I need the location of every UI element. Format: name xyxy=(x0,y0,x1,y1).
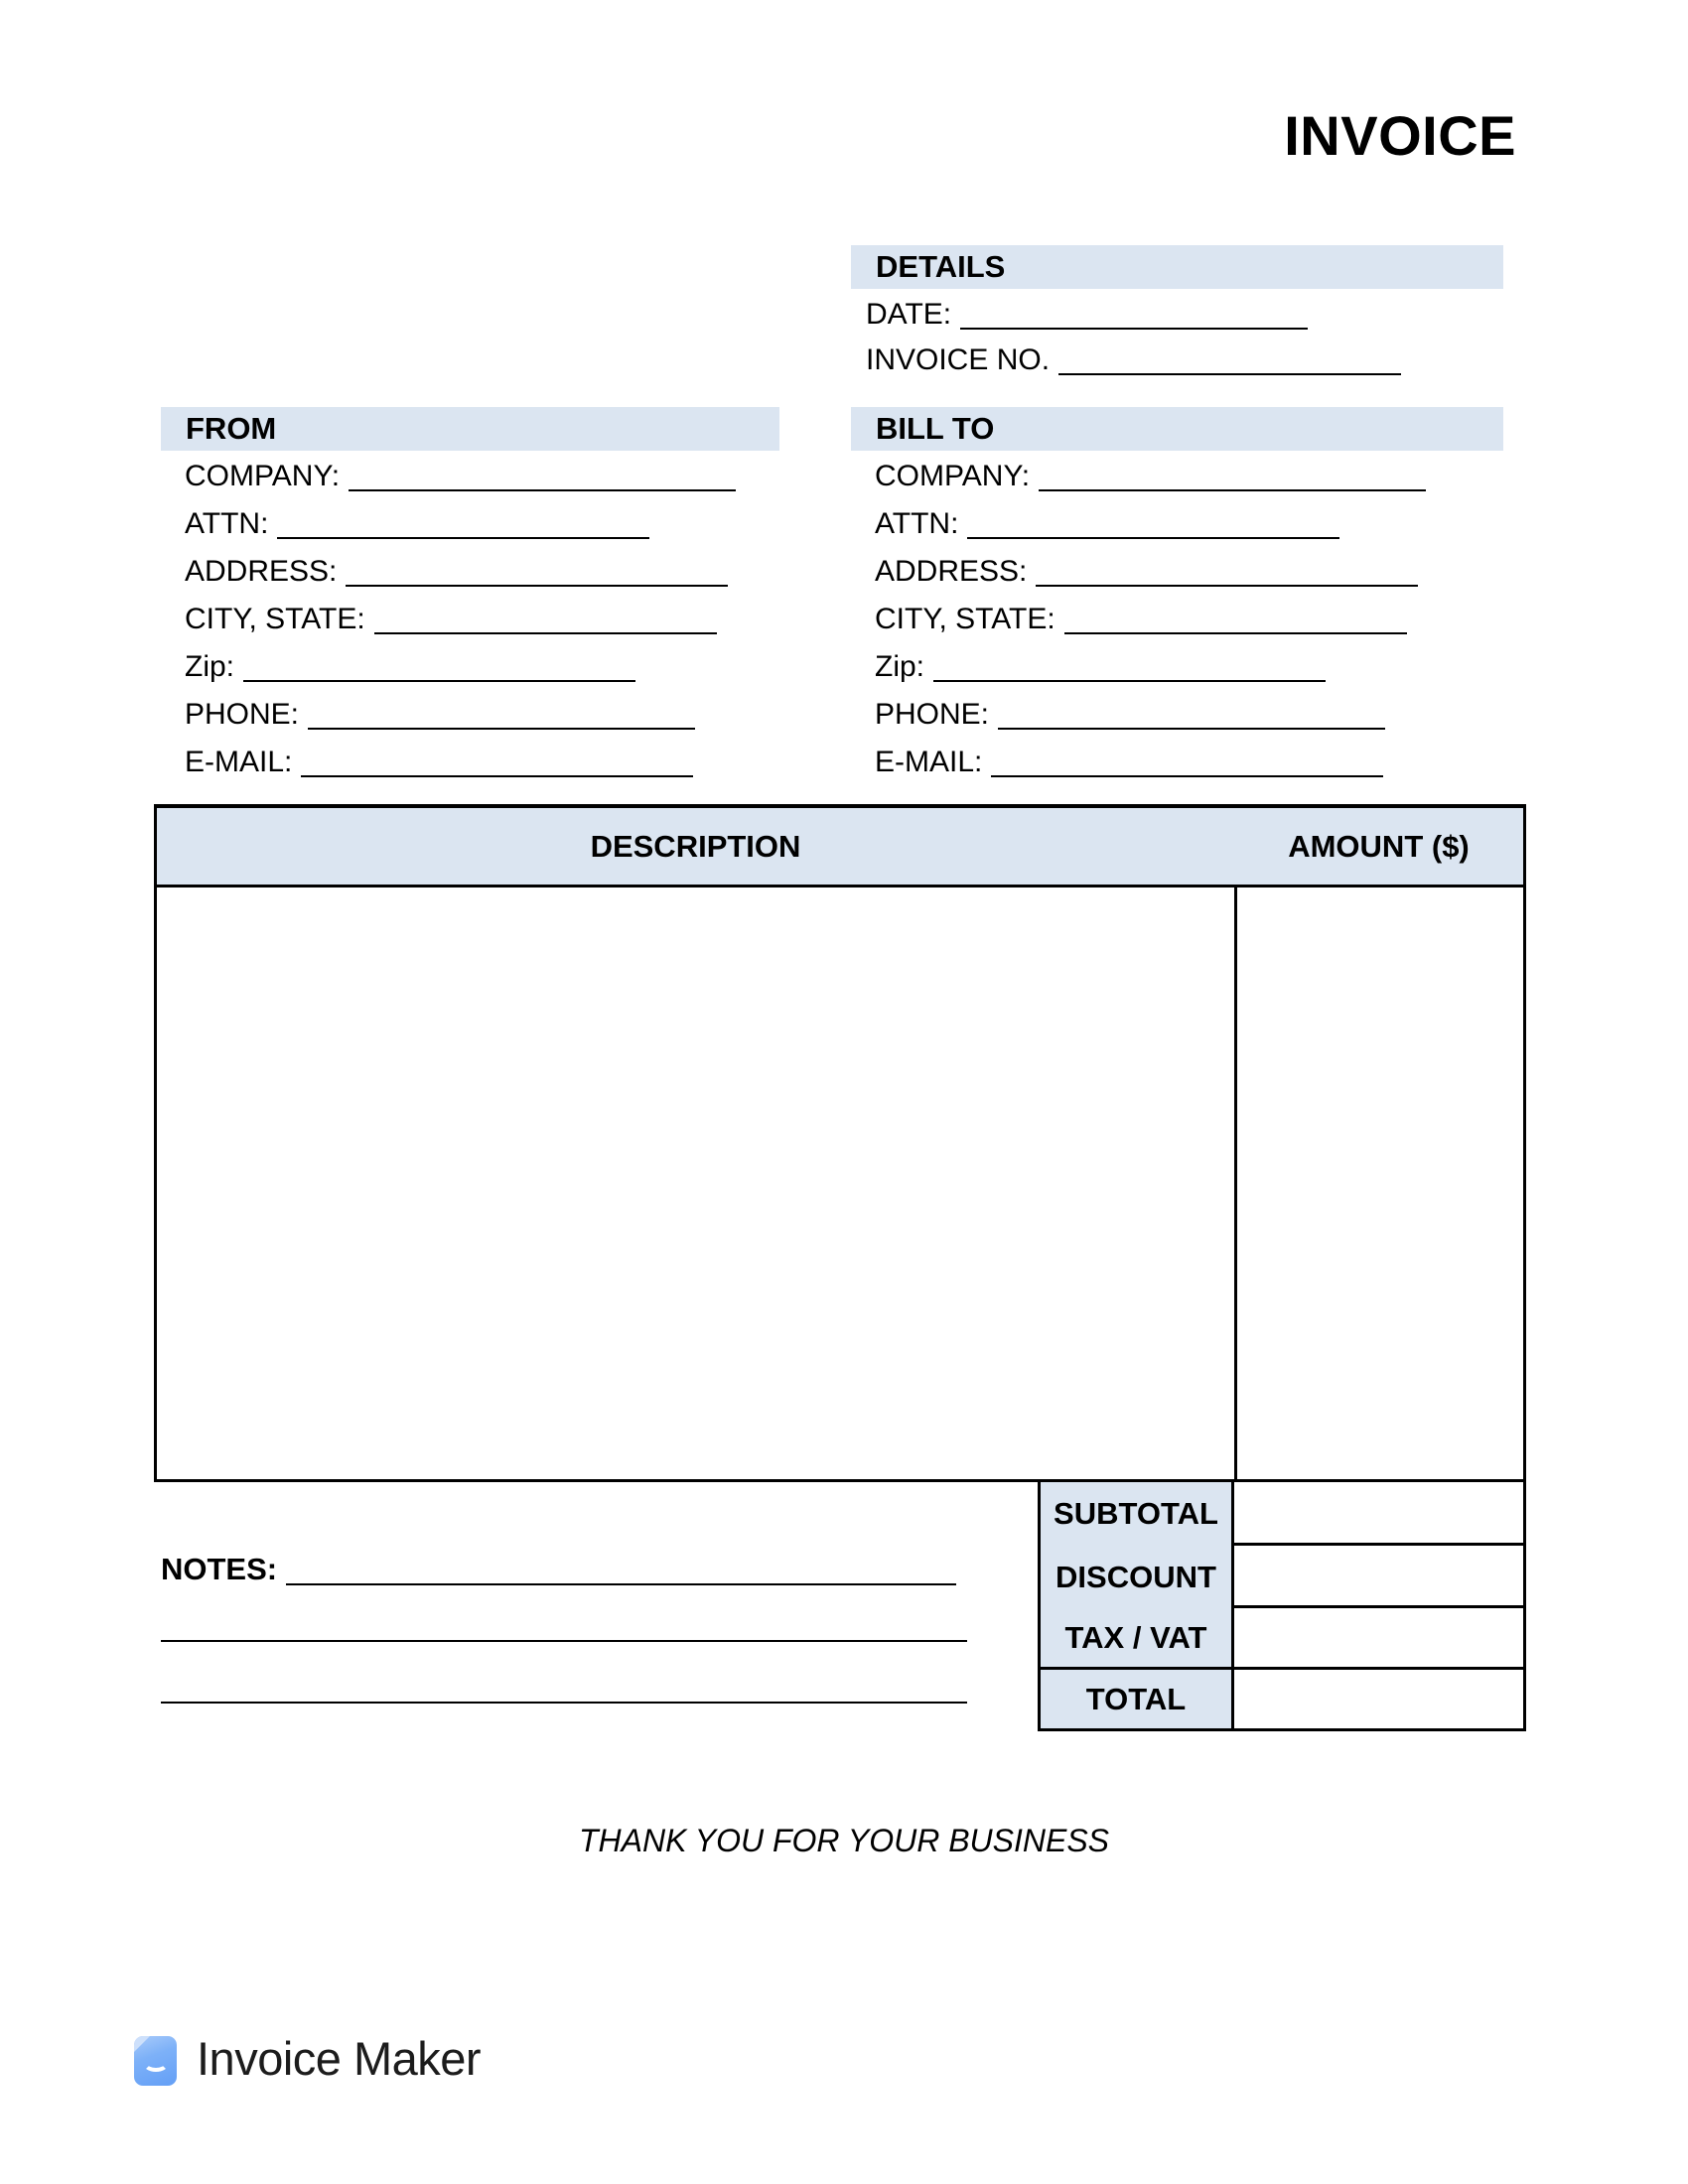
bill-to-company-fill-line[interactable] xyxy=(1039,458,1426,491)
from-phone-label: PHONE: xyxy=(185,698,300,731)
bill-to-fields xyxy=(875,453,1426,786)
from-email-fill-line[interactable] xyxy=(301,744,693,777)
bill-to-header-label: BILL TO xyxy=(876,411,995,446)
date-fill-line[interactable] xyxy=(960,296,1308,330)
from-zip-label: Zip: xyxy=(185,650,235,683)
notes-label: NOTES: xyxy=(161,1552,278,1586)
bill-to-section-header xyxy=(851,407,1503,451)
bill-to-company-label: COMPANY: xyxy=(875,460,1031,492)
thank-you-message: THANK YOU FOR YOUR BUSINESS xyxy=(578,1823,1110,1858)
from-phone-row xyxy=(185,691,736,739)
from-zip-row xyxy=(185,643,736,691)
bill-to-phone-row xyxy=(875,691,1426,739)
invoice-no-field-row xyxy=(866,338,1401,383)
from-address-row xyxy=(185,548,736,596)
subtotal-value-cell[interactable] xyxy=(1234,1482,1526,1546)
from-fields xyxy=(185,453,736,786)
bill-to-city-state-label: CITY, STATE: xyxy=(875,603,1055,635)
tax-vat-value-cell[interactable] xyxy=(1234,1608,1526,1670)
details-header-label: DETAILS xyxy=(876,249,1006,284)
from-zip-fill-line[interactable] xyxy=(243,648,635,682)
bill-to-address-label: ADDRESS: xyxy=(875,555,1028,588)
bill-to-email-label: E-MAIL: xyxy=(875,746,983,778)
from-address-label: ADDRESS: xyxy=(185,555,338,588)
details-fields xyxy=(866,292,1401,383)
invoice-no-label: INVOICE NO. xyxy=(866,343,1051,376)
discount-label: DISCOUNT xyxy=(1038,1546,1234,1608)
tax-vat-label: TAX / VAT xyxy=(1038,1608,1234,1670)
from-attn-label: ATTN: xyxy=(185,507,269,540)
bill-to-address-row xyxy=(875,548,1426,596)
bill-to-city-state-fill-line[interactable] xyxy=(1064,601,1407,634)
invoice-no-fill-line[interactable] xyxy=(1058,341,1401,375)
details-section-header xyxy=(851,245,1503,289)
notes-row xyxy=(161,1546,956,1593)
from-header-label: FROM xyxy=(186,411,277,446)
notes-fill-line-2[interactable] xyxy=(161,1640,967,1642)
bill-to-address-fill-line[interactable] xyxy=(1036,553,1418,587)
bill-to-attn-row xyxy=(875,500,1426,548)
amount-entry-area[interactable] xyxy=(1237,887,1523,1479)
notes-fill-line-3[interactable] xyxy=(161,1702,967,1704)
from-email-label: E-MAIL: xyxy=(185,746,293,778)
bill-to-phone-label: PHONE: xyxy=(875,698,990,731)
bill-to-company-row xyxy=(875,453,1426,500)
discount-value-cell[interactable] xyxy=(1234,1546,1526,1608)
from-city-state-fill-line[interactable] xyxy=(374,601,717,634)
notes-fill-line-1[interactable] xyxy=(286,1552,956,1585)
bill-to-email-fill-line[interactable] xyxy=(991,744,1383,777)
bill-to-zip-row xyxy=(875,643,1426,691)
amount-column-header: AMOUNT ($) xyxy=(1288,828,1470,864)
line-items-table xyxy=(154,804,1526,1482)
page-title: INVOICE xyxy=(1284,104,1516,167)
items-table-body xyxy=(157,887,1523,1479)
date-label: DATE: xyxy=(866,298,952,331)
from-company-label: COMPANY: xyxy=(185,460,341,492)
from-attn-row xyxy=(185,500,736,548)
from-section-header xyxy=(161,407,779,451)
invoice-maker-logo-icon xyxy=(134,2036,177,2086)
from-attn-fill-line[interactable] xyxy=(277,505,649,539)
total-value-cell[interactable] xyxy=(1234,1670,1526,1731)
description-entry-area[interactable] xyxy=(157,887,1234,1479)
bill-to-attn-fill-line[interactable] xyxy=(967,505,1339,539)
subtotal-label: SUBTOTAL xyxy=(1038,1482,1234,1546)
bill-to-phone-fill-line[interactable] xyxy=(998,696,1385,730)
date-field-row xyxy=(866,292,1401,338)
bill-to-attn-label: ATTN: xyxy=(875,507,959,540)
from-city-state-row xyxy=(185,596,736,643)
from-address-fill-line[interactable] xyxy=(346,553,728,587)
total-label: TOTAL xyxy=(1038,1670,1234,1731)
bill-to-city-state-row xyxy=(875,596,1426,643)
bill-to-zip-fill-line[interactable] xyxy=(933,648,1326,682)
bill-to-email-row xyxy=(875,739,1426,786)
from-city-state-label: CITY, STATE: xyxy=(185,603,365,635)
smile-icon xyxy=(143,2055,169,2072)
totals-table xyxy=(1038,1482,1526,1731)
items-table-header xyxy=(157,808,1523,887)
from-email-row xyxy=(185,739,736,786)
brand-name: Invoice Maker xyxy=(197,2032,482,2085)
description-column-header: DESCRIPTION xyxy=(590,828,801,864)
bill-to-zip-label: Zip: xyxy=(875,650,925,683)
from-company-fill-line[interactable] xyxy=(349,458,736,491)
from-phone-fill-line[interactable] xyxy=(308,696,695,730)
from-company-row xyxy=(185,453,736,500)
